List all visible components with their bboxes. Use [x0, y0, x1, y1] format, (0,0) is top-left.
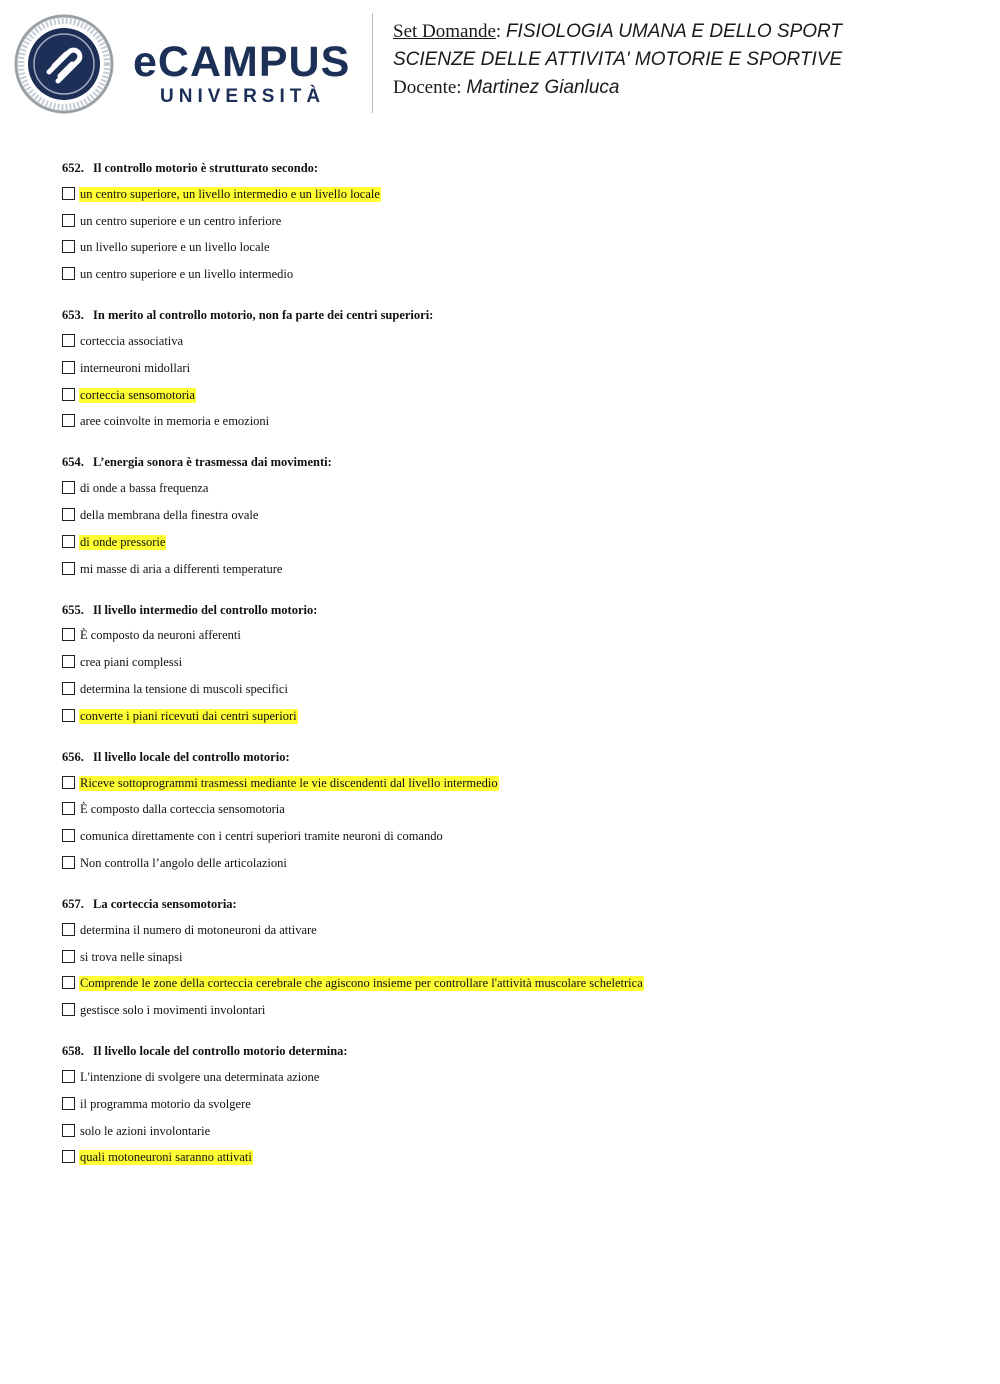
question-block: [62, 744, 962, 877]
question-title: [62, 744, 962, 770]
question-list: [62, 155, 962, 1185]
question-title: [62, 891, 962, 917]
question-number: 658.: [62, 1044, 84, 1059]
checkbox-icon[interactable]: [62, 214, 75, 227]
header-divider: [372, 13, 373, 113]
answer-option[interactable]: [62, 1091, 962, 1118]
checkbox-icon[interactable]: [62, 388, 75, 401]
checkbox-icon[interactable]: [62, 1124, 75, 1137]
answer-option[interactable]: [62, 676, 962, 703]
checkbox-icon[interactable]: [62, 776, 75, 789]
answer-text: Non controlla l’angolo delle articolazioni: [80, 856, 287, 871]
answer-text: gestisce solo i movimenti involontari: [80, 1003, 266, 1018]
question-text: Il livello intermedio del controllo motorio:: [93, 602, 318, 617]
answer-text: solo le azioni involontarie: [80, 1123, 211, 1138]
question-block: [62, 155, 962, 288]
answer-option[interactable]: [62, 181, 962, 208]
question-text: La corteccia sensomotoria:: [93, 896, 237, 911]
answer-option[interactable]: [62, 261, 962, 288]
checkbox-icon[interactable]: [62, 1003, 75, 1016]
answer-option[interactable]: [62, 797, 962, 824]
checkbox-icon[interactable]: [62, 414, 75, 427]
answer-text: si trova nelle sinapsi: [80, 949, 183, 964]
question-block: [62, 449, 962, 582]
checkbox-icon[interactable]: [62, 1097, 75, 1110]
checkbox-icon[interactable]: [62, 1150, 75, 1163]
answer-option[interactable]: [62, 1118, 962, 1145]
answer-text-highlighted: di onde pressorie: [80, 534, 166, 549]
question-title: [62, 449, 962, 475]
answer-option[interactable]: [62, 623, 962, 650]
answer-option[interactable]: [62, 409, 962, 436]
answer-text: crea piani complessi: [80, 655, 183, 670]
answer-text: un centro superiore e un livello intermedio: [80, 267, 294, 282]
answer-text: È composto dalla corteccia sensomotoria: [80, 802, 285, 817]
checkbox-icon[interactable]: [62, 481, 75, 494]
answer-text-highlighted: corteccia sensomotoria: [80, 387, 195, 402]
brand-wordmark: eCAMPUS: [133, 38, 351, 86]
answer-text: un livello superiore e un livello locale: [80, 240, 270, 255]
page-header: [0, 0, 1000, 130]
answer-option[interactable]: [62, 235, 962, 262]
answer-option[interactable]: [62, 502, 962, 529]
question-number: 653.: [62, 308, 84, 323]
answer-option[interactable]: [62, 703, 962, 730]
question-text: Il livello locale del controllo motorio:: [93, 749, 290, 764]
answer-option[interactable]: [62, 355, 962, 382]
checkbox-icon[interactable]: [62, 267, 75, 280]
answer-text: interneuroni midollari: [80, 360, 191, 375]
answer-option[interactable]: [62, 823, 962, 850]
checkbox-icon[interactable]: [62, 709, 75, 722]
answer-text: di onde a bassa frequenza: [80, 481, 209, 496]
answer-text: È composto da neuroni afferenti: [80, 628, 241, 643]
answer-option[interactable]: [62, 1064, 962, 1091]
checkbox-icon[interactable]: [62, 1070, 75, 1083]
checkbox-icon[interactable]: [62, 361, 75, 374]
answer-option[interactable]: [62, 917, 962, 944]
question-text: Il livello locale del controllo motorio determina:: [93, 1044, 348, 1059]
checkbox-icon[interactable]: [62, 334, 75, 347]
question-number: 652.: [62, 161, 84, 175]
answer-text-highlighted: Comprende le zone della corteccia cerebrale che agiscono insieme per controllare l'attività muscolare scheletrica: [80, 976, 643, 991]
checkbox-icon[interactable]: [62, 950, 75, 963]
checkbox-icon[interactable]: [62, 829, 75, 842]
question-title: [62, 597, 962, 623]
question-number: 655.: [62, 602, 84, 617]
answer-option[interactable]: [62, 997, 962, 1024]
question-block: [62, 302, 962, 435]
question-number: 654.: [62, 455, 84, 470]
question-text: Il controllo motorio è strutturato secondo:: [93, 161, 319, 175]
checkbox-icon[interactable]: [62, 976, 75, 989]
checkbox-icon[interactable]: [62, 856, 75, 869]
answer-option[interactable]: [62, 770, 962, 797]
answer-option[interactable]: [62, 850, 962, 877]
answer-text-highlighted: converte i piani ricevuti dai centri superiori: [80, 708, 297, 723]
checkbox-icon[interactable]: [62, 240, 75, 253]
checkbox-icon[interactable]: [62, 628, 75, 641]
answer-text: determina il numero di motoneuroni da attivare: [80, 922, 317, 937]
answer-text-highlighted: un centro superiore, un livello intermedio e un livello locale: [80, 186, 380, 201]
course-title-line1: FISIOLOGIA UMANA E DELLO SPORT: [505, 21, 843, 42]
course-info: [393, 18, 842, 102]
answer-text-highlighted: quali motoneuroni saranno attivati: [80, 1150, 252, 1165]
answer-text: L'intenzione di svolgere una determinata azione: [80, 1070, 320, 1085]
question-text: In merito al controllo motorio, non fa parte dei centri superiori:: [93, 308, 434, 323]
checkbox-icon[interactable]: [62, 655, 75, 668]
answer-option[interactable]: [62, 1145, 962, 1172]
answer-text: aree coinvolte in memoria e emozioni: [80, 414, 270, 429]
checkbox-icon[interactable]: [62, 802, 75, 815]
teacher-name: Martinez Gianluca: [466, 77, 620, 98]
answer-text: corteccia associativa: [80, 334, 184, 349]
teacher-line: [393, 74, 842, 102]
question-block: [62, 597, 962, 730]
checkbox-icon[interactable]: [62, 535, 75, 548]
question-title: [62, 302, 962, 328]
question-block: [62, 891, 962, 1024]
checkbox-icon[interactable]: [62, 187, 75, 200]
answer-option[interactable]: [62, 971, 962, 998]
question-number: 656.: [62, 749, 84, 764]
answer-text: comunica direttamente con i centri superiori tramite neuroni di comando: [80, 829, 443, 844]
set-label: Set Domande: [393, 21, 496, 42]
answer-option[interactable]: [62, 475, 962, 502]
answer-text: determina la tensione di muscoli specifici: [80, 682, 288, 697]
checkbox-icon[interactable]: [62, 682, 75, 695]
course-line2: [393, 46, 842, 74]
answer-option[interactable]: [62, 382, 962, 409]
answer-option[interactable]: [62, 944, 962, 971]
brand-subtitle: UNIVERSITÀ: [160, 86, 326, 107]
answer-option[interactable]: [62, 328, 962, 355]
question-title: [62, 155, 962, 181]
checkbox-icon[interactable]: [62, 923, 75, 936]
answer-text: il programma motorio da svolgere: [80, 1096, 251, 1111]
teacher-label: Docente:: [393, 77, 462, 98]
university-seal-logo: [14, 14, 114, 114]
answer-option[interactable]: [62, 529, 962, 556]
answer-text: un centro superiore e un centro inferiore: [80, 213, 282, 228]
answer-text-highlighted: Riceve sottoprogrammi trasmessi mediante le vie discendenti dal livello intermedio: [80, 775, 498, 790]
question-title: [62, 1038, 962, 1064]
answer-option[interactable]: [62, 649, 962, 676]
answer-text: della membrana della finestra ovale: [80, 508, 259, 523]
course-title-line2: SCIENZE DELLE ATTIVITA' MOTORIE E SPORTIVE: [393, 49, 843, 70]
question-number: 657.: [62, 896, 84, 911]
checkbox-icon[interactable]: [62, 508, 75, 521]
checkbox-icon[interactable]: [62, 562, 75, 575]
answer-text: mi masse di aria a differenti temperature: [80, 561, 283, 576]
question-text: L’energia sonora è trasmessa dai movimenti:: [93, 455, 332, 470]
question-block: [62, 1038, 962, 1171]
set-line: Set Domande: FISIOLOGIA UMANA E DELLO SPORT: [393, 21, 843, 42]
answer-option[interactable]: [62, 556, 962, 583]
answer-option[interactable]: [62, 208, 962, 235]
